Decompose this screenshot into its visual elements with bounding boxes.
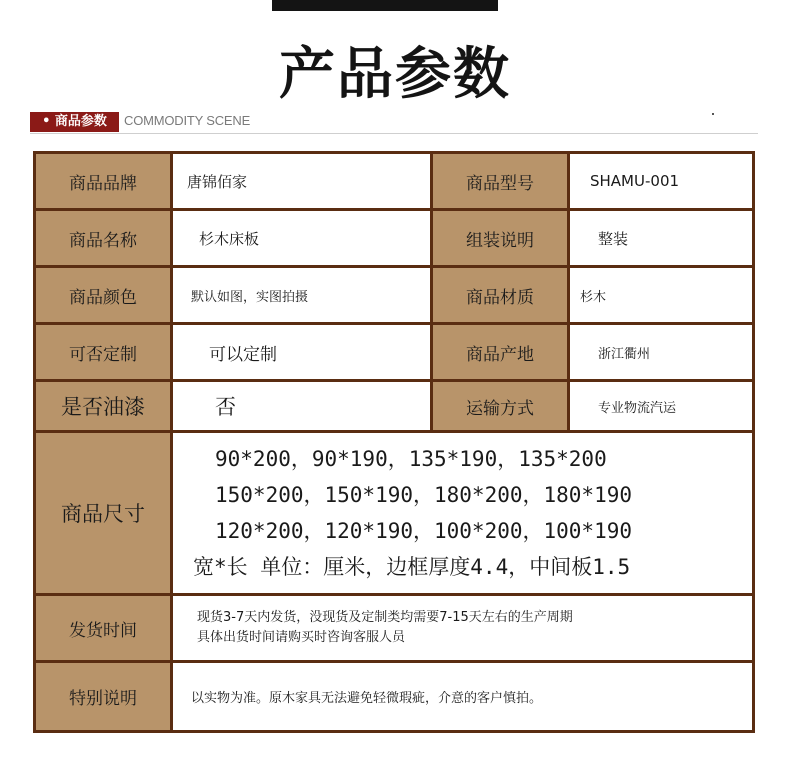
value-special: 以实物为准。原木家具无法避免轻微瑕疵，介意的客户慎拍。 <box>173 663 752 730</box>
section-divider <box>30 133 758 134</box>
value-delivery <box>173 596 752 660</box>
value-paint: 否 <box>173 382 430 430</box>
label-model: 商品型号 <box>433 154 567 208</box>
value-custom: 可以定制 <box>173 325 430 379</box>
value-origin: 浙江衢州 <box>570 325 752 379</box>
section-tag: • 商品参数 <box>30 112 119 132</box>
size-line: 90*200，90*190，135*190，135*200 <box>215 447 607 471</box>
label-assembly: 组装说明 <box>433 211 567 265</box>
page-title: 产品参数 <box>279 42 511 107</box>
section-subtitle: COMMODITY SCENE <box>124 113 251 128</box>
label-custom: 可否定制 <box>36 325 170 379</box>
spec-table <box>33 151 755 733</box>
label-origin: 商品产地 <box>433 325 567 379</box>
delivery-line: 具体出货时间请购买时咨询客服人员 <box>197 630 406 645</box>
label-size: 商品尺寸 <box>36 433 170 593</box>
label-brand: 商品品牌 <box>36 154 170 208</box>
label-paint: 是否油漆 <box>36 382 170 430</box>
top-accent-bar <box>272 0 498 11</box>
size-line: 150*200，150*190，180*200，180*190 <box>215 483 633 507</box>
label-color: 商品颜色 <box>36 268 170 322</box>
label-material: 商品材质 <box>433 268 567 322</box>
value-material: 杉木 <box>570 268 752 322</box>
label-special: 特别说明 <box>36 663 170 730</box>
label-delivery: 发货时间 <box>36 596 170 660</box>
value-model: SHAMU-001 <box>570 154 752 208</box>
value-brand: 唐锦佰家 <box>173 154 430 208</box>
size-unit-line: 宽*长 单位：厘米，边框厚度4.4，中间板1.5 <box>193 555 631 579</box>
size-line: 120*200，120*190，100*200，100*190 <box>215 519 633 543</box>
label-shipping: 运输方式 <box>433 382 567 430</box>
value-name: 杉木床板 <box>173 211 430 265</box>
value-assembly: 整装 <box>570 211 752 265</box>
value-color: 默认如图，实图拍摄 <box>173 268 430 322</box>
label-name: 商品名称 <box>36 211 170 265</box>
delivery-line: 现货3-7天内发货，没现货及定制类均需要7-15天左右的生产周期 <box>197 610 573 625</box>
value-size <box>173 433 752 593</box>
value-shipping: 专业物流汽运 <box>570 382 752 430</box>
decorative-dot <box>712 113 714 115</box>
